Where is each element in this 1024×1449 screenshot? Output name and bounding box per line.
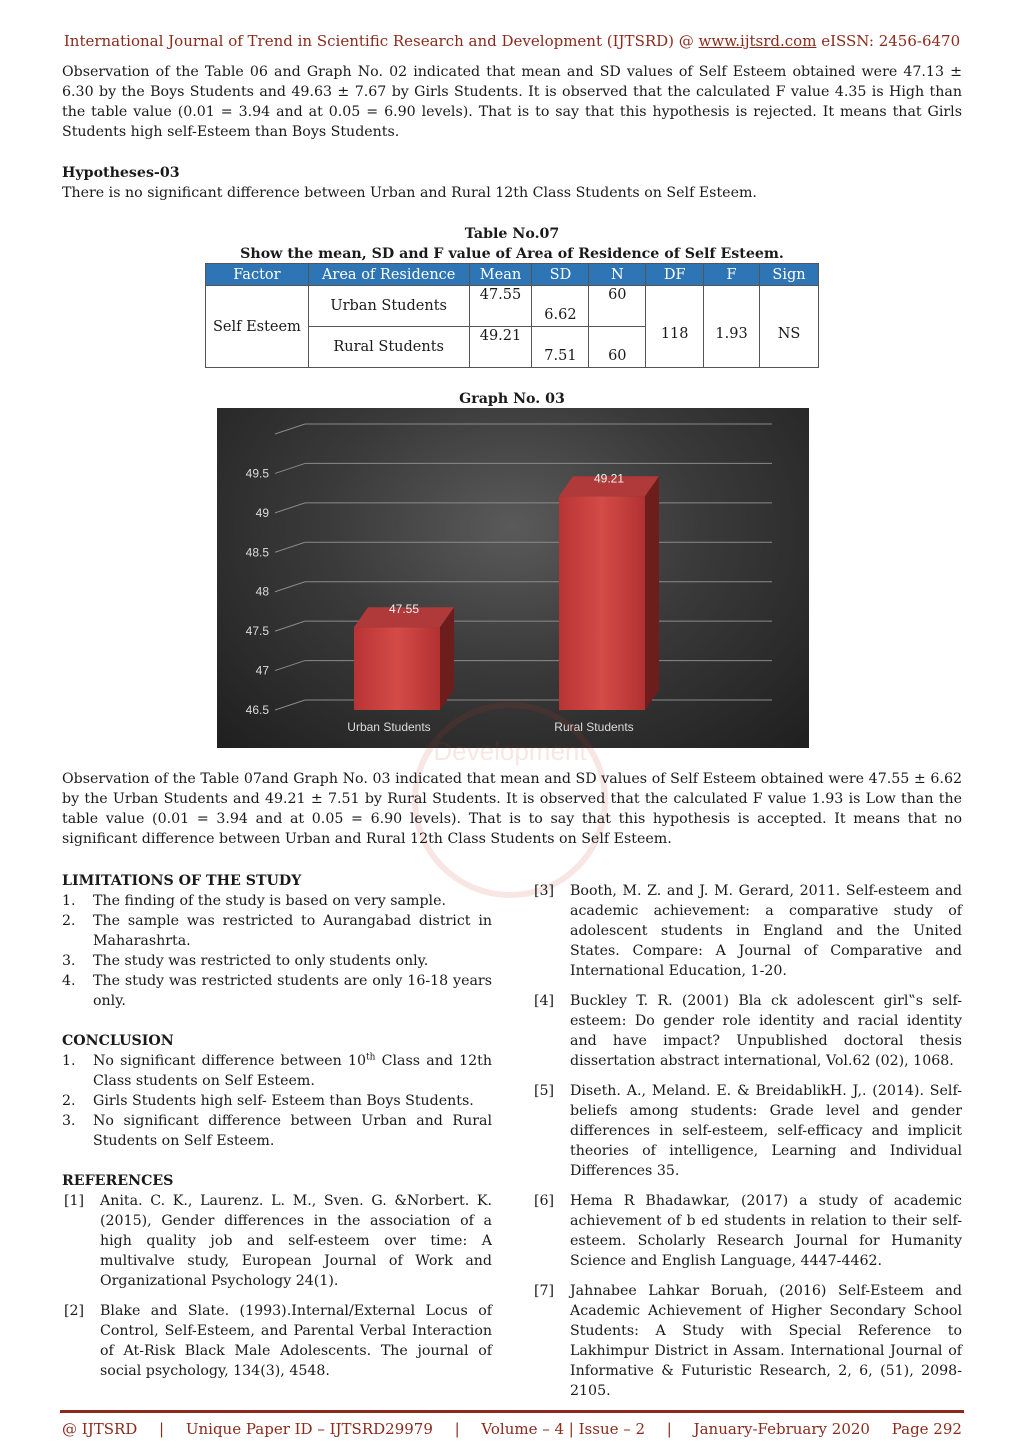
limitations-title: LIMITATIONS OF THE STUDY bbox=[62, 873, 302, 889]
table-header-cell: Factor bbox=[206, 264, 309, 286]
list-item: 3. No significant difference between Urban and Rural Students on Self Esteem. bbox=[62, 1113, 492, 1149]
reference-item: [3] Booth, M. Z. and J. M. Gerard, 2011. Self-esteem and academic achievement: a comparative study of adolescent students in England and the United States. Compare: A Journal of Comparative and International Education, 1-20. bbox=[534, 883, 962, 979]
x-category-label: Urban Students bbox=[347, 720, 431, 734]
n-cell: 60 bbox=[589, 327, 646, 368]
footer-divider bbox=[60, 1410, 964, 1413]
gridline bbox=[275, 661, 305, 671]
list-item: 1. No significant difference between 10th Class and 12th Class students on Self Esteem. bbox=[62, 1052, 492, 1089]
footer-separator: | bbox=[159, 1420, 165, 1438]
gridline bbox=[275, 424, 305, 434]
reference-item: [5] Diseth. A., Meland. E. & BreidablikH. J,. (2014). Self-beliefs among students: Grade level and gender differences in self-esteem, self-efficacy and implicit theories of intelligence, Learning and Individual Differences 35. bbox=[534, 1083, 962, 1179]
gridline bbox=[275, 503, 305, 513]
table-row bbox=[206, 286, 819, 327]
data-label: 49.21 bbox=[593, 471, 625, 486]
list-item: 2. The sample was restricted to Aurangabad district in Maharashrta. bbox=[62, 913, 492, 949]
table-header-cell: DF bbox=[646, 264, 704, 286]
results-table bbox=[205, 263, 819, 368]
footer-journal: @ IJTSRD bbox=[62, 1420, 138, 1438]
y-tick-label: 47.5 bbox=[245, 624, 269, 639]
table-header-cell: F bbox=[704, 264, 760, 286]
data-label: 47.55 bbox=[388, 602, 420, 617]
reference-item: [1] Anita. C. K., Laurenz. L. M., Sven. G. &Norbert. K. (2015), Gender differences in the association of a high quality job and self-esteem over time: A multivalve study, European Journal of Work and Organizational Psychology 24(1). bbox=[64, 1193, 492, 1289]
y-tick-label: 47 bbox=[255, 663, 269, 678]
watermark-text: Development bbox=[433, 736, 587, 766]
right-column bbox=[532, 881, 962, 1401]
bar-chart-svg bbox=[217, 408, 809, 748]
bar-chart bbox=[217, 408, 809, 748]
table-title: Table No.07 bbox=[464, 226, 560, 242]
table-header-cell: Sign bbox=[760, 264, 819, 286]
footer-paper-id: Unique Paper ID – IJTSRD29979 bbox=[185, 1420, 433, 1438]
reference-item: [2] Blake and Slate. (1993).Internal/External Locus of Control, Self-Esteem, and Parental Verbal Interaction of At-Risk Black Male Adolescents. The journal of social psychology, 134(3), 4548. bbox=[64, 1303, 492, 1379]
mean-cell: 47.55 bbox=[469, 286, 532, 327]
list-item: 2. Girls Students high self- Esteem than Boys Students. bbox=[62, 1093, 474, 1109]
table-header-row bbox=[206, 264, 819, 286]
journal-header-text: International Journal of Trend in Scientific Research and Development (IJTSRD) @ bbox=[63, 32, 699, 50]
list-item: 1. The finding of the study is based on very sample. bbox=[62, 893, 446, 909]
references-title: REFERENCES bbox=[62, 1173, 174, 1189]
factor-cell: Self Esteem bbox=[206, 286, 309, 368]
footer-page: Page 292 bbox=[891, 1420, 962, 1438]
area-cell: Urban Students bbox=[308, 286, 469, 327]
sign-cell: NS bbox=[760, 286, 819, 368]
y-tick-label: 48 bbox=[255, 584, 269, 599]
reference-item: [4] Buckley T. R. (2001) Bla ck adolescent girl‟s self-esteem: Do gender role identity and racial identity and have impact? Unpublished doctoral thesis dissertation abstract international, Vol.62 (02), 1068. bbox=[534, 993, 962, 1069]
y-tick-label: 48.5 bbox=[245, 545, 269, 560]
sd-cell: 6.62 bbox=[532, 286, 589, 327]
graph-title: Graph No. 03 bbox=[459, 391, 565, 407]
gridline bbox=[275, 582, 305, 592]
bar-front bbox=[354, 627, 440, 710]
y-tick-label: 49 bbox=[255, 505, 269, 520]
footer-volume: Volume – 4 | Issue – 2 bbox=[481, 1420, 646, 1438]
n-cell: 60 bbox=[589, 286, 646, 327]
list-item: 4. The study was restricted students are only 16-18 years only. bbox=[62, 973, 492, 1009]
left-column bbox=[62, 871, 492, 1381]
journal-header bbox=[0, 32, 1024, 50]
gridline bbox=[275, 621, 305, 631]
observation-paragraph-2: Observation of the Table 07and Graph No. 03 indicated that mean and SD values of Self Esteem obtained were 47.55 ± 6.62 by the Urban Students and 49.21 ± 7.51 by Rural Students. It is observed that the calculated F value 1.93 is Low than the table value (0.01 = 3.94 and at 0.05 = 6.90 levels). That is to say that this hypothesis is accepted. It means that no significant difference between Urban and Rural 12th Class Students on Self Esteem. bbox=[62, 771, 962, 847]
y-tick-label: 49.5 bbox=[245, 466, 269, 481]
reference-item: [6] Hema R Bhadawkar, (2017) a study of academic achievement of b ed students in relation to their self-esteem. Scholarly Research Journal for Humanity Science and English Language, 4447-4462. bbox=[534, 1193, 962, 1269]
conclusion-title: CONCLUSION bbox=[62, 1033, 174, 1049]
gridline bbox=[275, 542, 305, 552]
observation-paragraph-1: Observation of the Table 06 and Graph No. 02 indicated that mean and SD values of Self Esteem obtained were 47.13 ± 6.30 by the Boys Students and 49.63 ± 7.67 by Girls Students. It is observed that the calculated F value 4.35 is High than the table value (0.01 = 3.94 and at 0.05 = 6.90 levels). That is to say that this hypothesis is rejected. It means that Girls Students high self-Esteem than Boys Students. bbox=[62, 64, 962, 140]
bar-side bbox=[645, 476, 659, 710]
journal-url-link[interactable]: www.ijtsrd.com bbox=[698, 32, 817, 50]
footer-date: January-February 2020 bbox=[693, 1420, 870, 1438]
y-tick-label: 46.5 bbox=[245, 703, 269, 717]
table-header-cell: N bbox=[589, 264, 646, 286]
table-header-cell: Area of Residence bbox=[308, 264, 469, 286]
gridline bbox=[275, 700, 305, 710]
f-cell: 1.93 bbox=[704, 286, 760, 368]
hypothesis-text: There is no significant difference between Urban and Rural 12th Class Students on Self Esteem. bbox=[62, 185, 757, 201]
gridline bbox=[275, 463, 305, 473]
mean-cell: 49.21 bbox=[469, 327, 532, 368]
df-cell: 118 bbox=[646, 286, 704, 368]
page-footer bbox=[62, 1420, 962, 1438]
bar bbox=[354, 607, 454, 710]
table-heading bbox=[62, 224, 962, 264]
list-item: 3. The study was restricted to only students only. bbox=[62, 953, 429, 969]
table-header-cell: SD bbox=[532, 264, 589, 286]
hypothesis-section bbox=[62, 163, 962, 203]
hypothesis-title: Hypotheses-03 bbox=[62, 165, 180, 181]
bar bbox=[559, 476, 659, 710]
bar-front bbox=[559, 496, 645, 710]
reference-item: [7] Jahnabee Lahkar Boruah, (2016) Self-Esteem and Academic Achievement of Higher Secondary School Students: A Study with Special Reference to Lakhimpur District in Assam. International Journal of Informative & Futuristic Research, 2, 6, (51), 2098-2105. bbox=[534, 1283, 962, 1399]
footer-separator: | bbox=[454, 1420, 460, 1438]
footer-separator: | bbox=[666, 1420, 672, 1438]
sd-cell: 7.51 bbox=[532, 327, 589, 368]
table-caption: Show the mean, SD and F value of Area of Residence of Self Esteem. bbox=[240, 246, 784, 262]
table-header-cell: Mean bbox=[469, 264, 532, 286]
journal-issn: eISSN: 2456-6470 bbox=[816, 32, 961, 50]
area-cell: Rural Students bbox=[308, 327, 469, 368]
x-category-label: Rural Students bbox=[554, 720, 634, 734]
